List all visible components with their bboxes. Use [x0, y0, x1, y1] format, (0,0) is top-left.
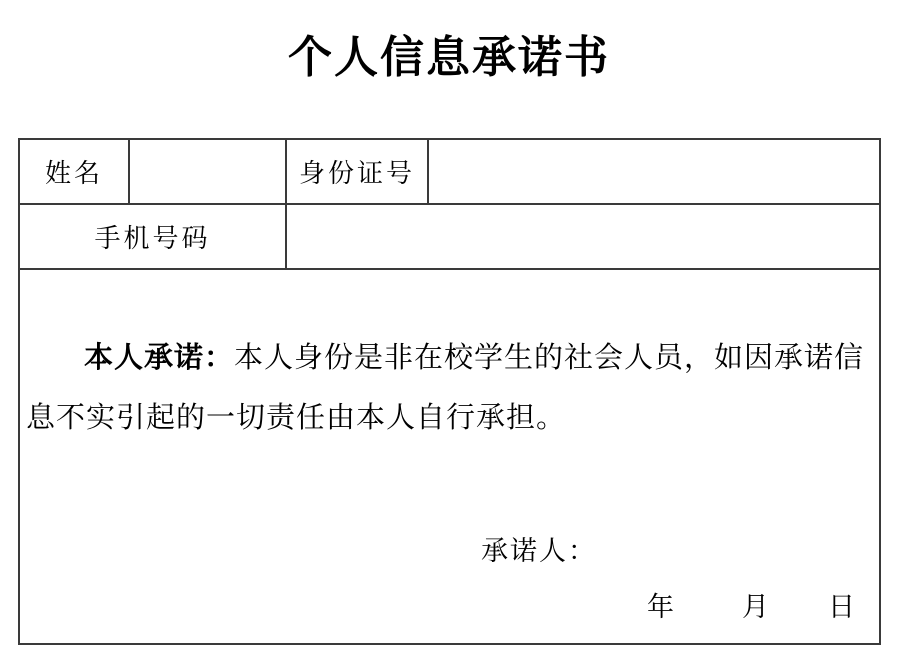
name-label: 姓名: [19, 139, 129, 204]
name-input-cell[interactable]: [129, 139, 286, 204]
form-table: [18, 138, 881, 645]
statement-line-1-text: 本人身份是非在校学生的社会人员，如因承诺信: [234, 342, 865, 374]
promisor-label: 承诺人：: [481, 536, 597, 566]
id-number-input-cell[interactable]: [428, 139, 880, 204]
month-label: 月: [742, 592, 769, 622]
year-label: 年: [647, 592, 674, 622]
statement-cell: [19, 269, 880, 644]
id-number-label: 身份证号: [286, 139, 428, 204]
statement-line-1: [26, 328, 873, 388]
table-row-name-id: [19, 139, 880, 204]
statement-line-2: 息不实引起的一切责任由本人自行承担。: [26, 402, 567, 434]
phone-input-cell[interactable]: [286, 204, 880, 269]
table-row-statement: [19, 269, 880, 644]
table-row-phone: [19, 204, 880, 269]
statement-lead: 本人承诺：: [84, 342, 235, 374]
phone-label: 手机号码: [19, 204, 286, 269]
day-label: 日: [828, 592, 855, 622]
page-title: 个人信息承诺书: [288, 33, 610, 82]
